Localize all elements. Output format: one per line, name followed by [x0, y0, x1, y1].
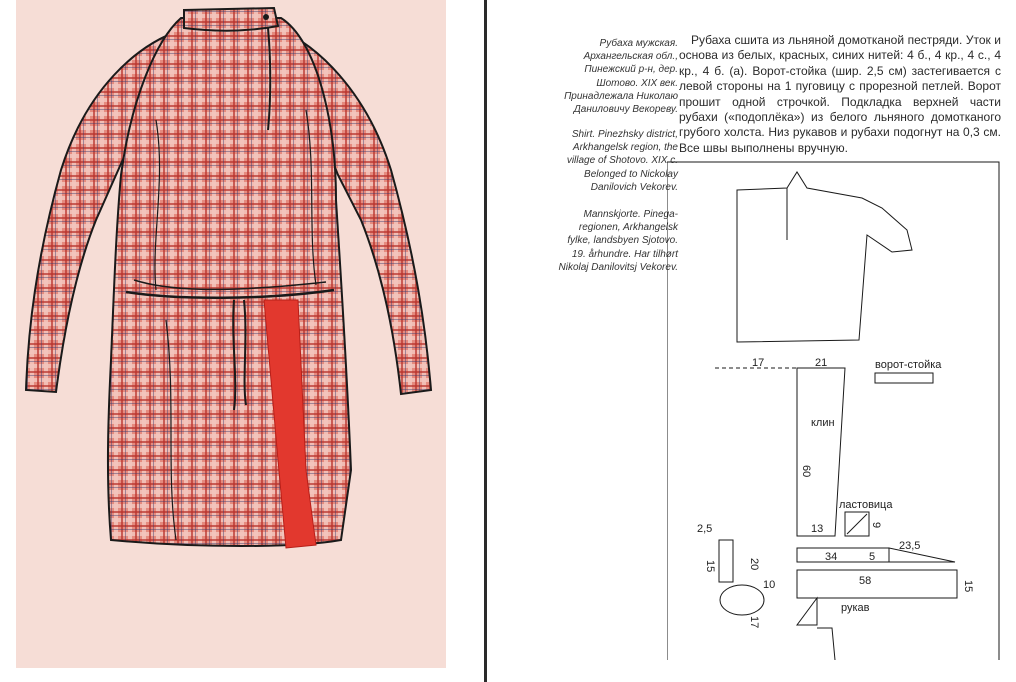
dim-5: 5 — [869, 551, 876, 563]
dim-20: 20 — [748, 558, 760, 571]
shirt-illustration — [16, 0, 446, 668]
dim-58: 58 — [859, 575, 872, 587]
right-page — [487, 0, 1016, 682]
dim-13: 13 — [811, 523, 824, 535]
caption-russian: Рубаха мужская. Архангельская обл., Пинежский р-н, дер. Шотово. XIX век. Принадлежала Николаю Даниловичу Векореву. — [564, 38, 678, 116]
dim-34: 34 — [825, 551, 838, 563]
label-collar: ворот-стойка — [875, 359, 942, 371]
side-strip-piece — [797, 548, 889, 562]
dim-15-right: 15 — [962, 580, 974, 593]
collar-band-piece — [719, 540, 733, 582]
collar-piece — [875, 373, 933, 383]
dim-23-5: 23,5 — [899, 540, 921, 552]
left-page — [0, 0, 484, 682]
dim-21: 21 — [815, 357, 828, 369]
label-sleeve: рукав — [841, 602, 870, 614]
label-gusset: ластовица — [839, 499, 893, 511]
gore-piece — [797, 368, 845, 536]
shirt-outline — [737, 172, 912, 342]
dim-15-left: 15 — [704, 560, 716, 573]
illustration-plate — [16, 0, 446, 668]
label-gore: клин — [811, 417, 835, 429]
dim-10: 10 — [763, 579, 776, 591]
caption-norwegian: Mannskjorte. Pinega- regionen, Arkhangelsk fylke, landsbyen Sjotovo. 19. århundre. Har tilhørt Nikolaj Danilovitsj Vekorev. — [558, 209, 678, 273]
dim-9: 9 — [870, 522, 882, 529]
sewing-pattern-diagram — [667, 160, 1007, 660]
dim-60: 60 — [800, 465, 812, 478]
dim-17-top: 17 — [752, 357, 765, 369]
description-text: Рубаха сшита из льняной домотканой пестряди. Уток и основа из белых, красных, синих нитей: 4 б., 4 кр., 4 с., 4 кр., 4 б. (а). Ворот-стойка (шир. 2,5 см) застегивается с левой стороны на 1 пуговицу с прорезной петлей. Ворот прошит одной строчкой. Подкладка верхней части рубахи («подоплёка») из белого льняного домотканого грубого холста. Низ рукавов и рубахи подогнут на 0,3 см. Все швы выполнены вручную. — [679, 33, 1001, 155]
cuff-piece — [720, 585, 764, 615]
dim-2-5: 2,5 — [697, 523, 713, 535]
dim-17-bottom: 17 — [748, 616, 760, 629]
caption-english: Shirt. Pinezhsky district, Arkhangelsk region, the village of Shotovo. XIX c. Belonged to Nickolay Danilovich Vekorev. — [566, 129, 678, 193]
pattern-frame — [667, 162, 999, 660]
sleeve-piece — [797, 570, 957, 598]
